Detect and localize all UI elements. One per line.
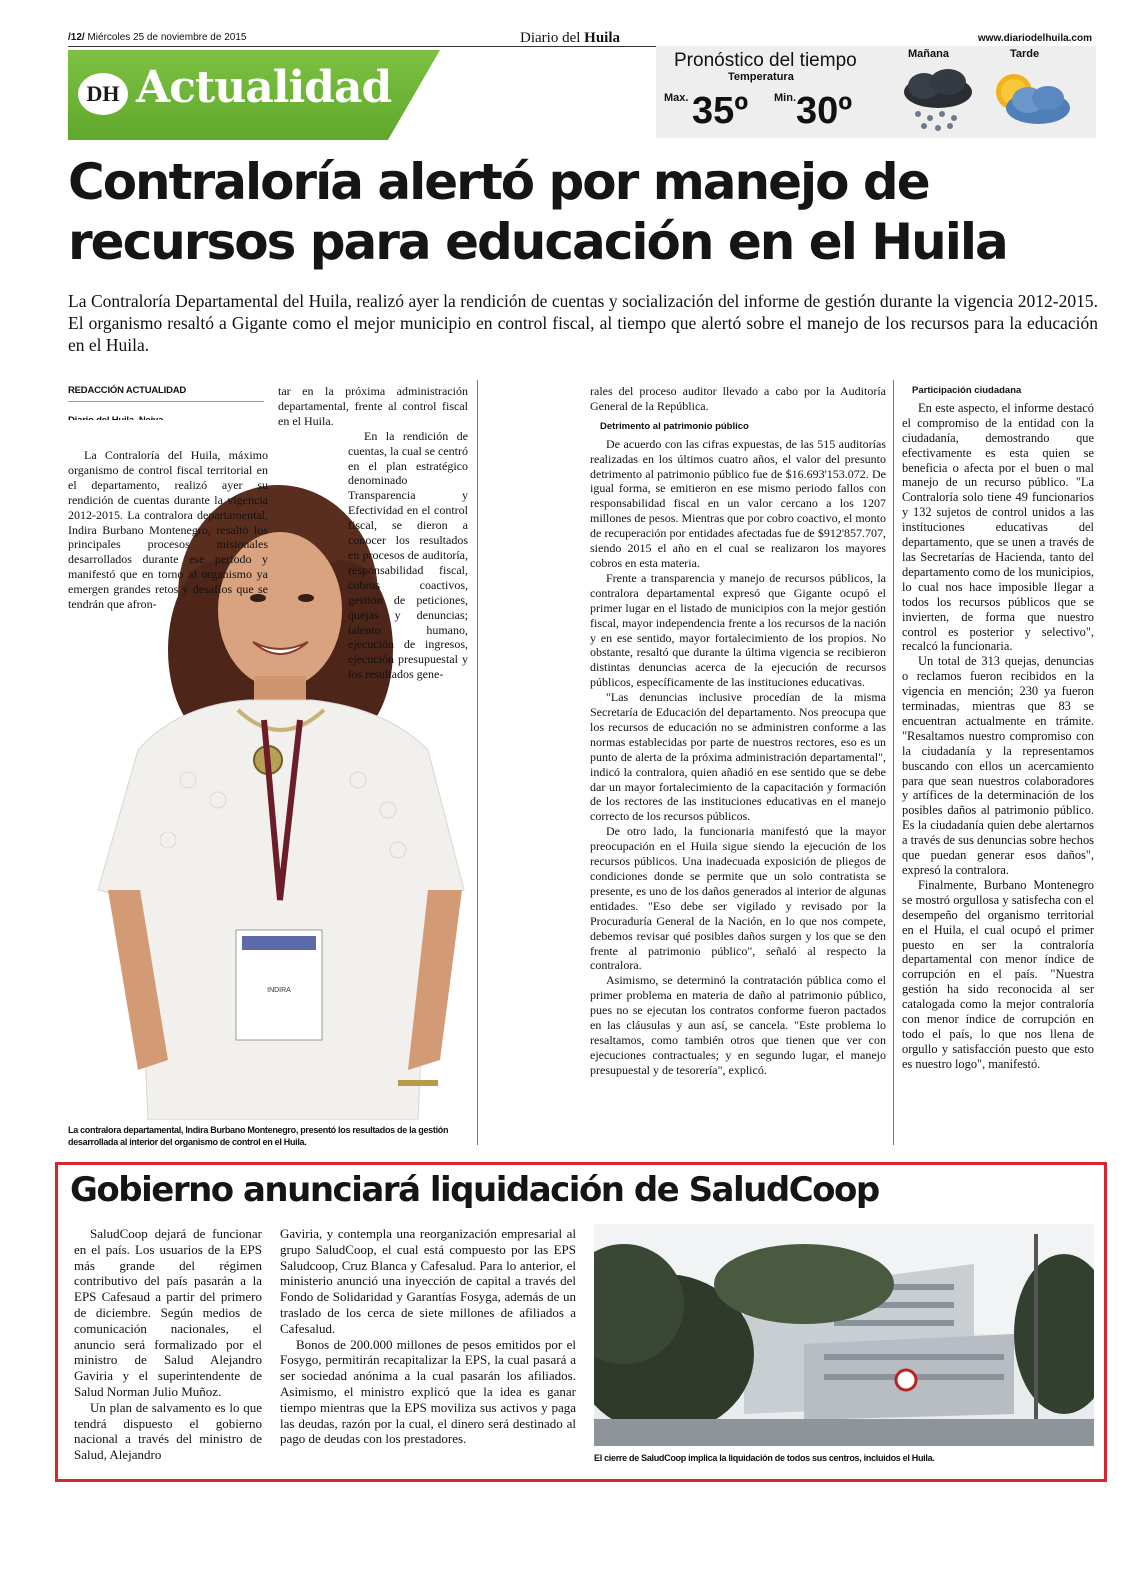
column-1-body: [68, 448, 268, 612]
col3-paragraph-2: De acuerdo con las cifras expuestas, de las 515 auditorías realizadas en los últimos cuatro años, el valor del presunto detrimento al patrimonio público fue de $16.693'153.072. De igual forma, se emitieron en ese mismo periodo fallos con responsabilidad fiscal en un valor cercano a los 1207 millones de pesos. Mientras que por cobro coactivo, el monto de recuperación por entidades afectadas fue de $912'857.707, siendo 2015 el año en el cual se realizaron los mayores cobros en esta materia.: [590, 436, 886, 570]
min-temp: 30º: [796, 90, 853, 132]
building-image: [594, 1224, 1094, 1446]
col3-paragraph-3: Frente a transparencia y manejo de recursos públicos, la contralora departamental expresó que Gigante ocupó el primer lugar en el listado de municipios con la mejor gestión fiscal, mayor independencia frente a los recursos de la nación y en ese sentido, mayor fortalecimiento de los propios. No obstante, resaltó que durante la última vigencia se recibieron distintas denuncias acerca de la ejecución de recursos públicos, específicamente de las instituciones educativas.: [590, 570, 886, 690]
weather-box: [656, 46, 1096, 138]
website-link[interactable]: www.diariodelhuila.com: [977, 33, 1092, 44]
subhead-detrimento: Detrimento al patrimonio público: [600, 420, 749, 432]
col4-paragraph-3: Finalmente, Burbano Montenegro se mostró orgullosa y satisfecha con el desempeño del organismo territorial en el Huila, el cual ocupó el primer puesto en ser la contraloría departamental con menor índice de corrupción en el país. "Nuestra gestión ha sido reconocida al ser catalogada como la mejor contraloría con menor índice de corrupción en todo el país, lo que nos llena de orgullo y satisfacción puesto que esto es nuestro logo", manifestó.: [902, 877, 1094, 1071]
col2-paragraph-2: En la rendición de cuentas, la cual se centró en el plan estratégico denominado Transparencia y Efectividad en el control fiscal, se dieron a conocer los resultados en procesos de auditoría, responsabilidad fiscal, cobros coactivos, gestión de peticiones, quejas y denuncias; talento humano, ejecución de ingresos, ejecución presupuestal y los resultados gene-: [348, 428, 468, 682]
saludcoop-column-2: [280, 1226, 576, 1447]
col3-paragraph-6: Asimismo, se determinó la contratación pública como el primer problema en materia de daño al patrimonio público, pues no se ejecutan los contratos conforme fueron pactados en las cláusulas y aun así, se cancela. "Este problema lo resaltamos, como también otros que tienen que ver con ejecuciones contractuales; y en segundo lugar, el manejo presupuestal y de tesorería", explicó.: [590, 973, 886, 1077]
dh-logo: DH: [78, 73, 128, 115]
byline: REDACCIÓN ACTUALIDAD: [68, 384, 264, 402]
subhead-participacion: Participación ciudadana: [912, 385, 1022, 396]
paper-name: Diario del Huila: [520, 30, 621, 46]
saludcoop-column-1: [74, 1226, 262, 1463]
article-lead: La Contraloría Departamental del Huila, realizó ayer la rendición de cuentas y socialización del informe de gestión durante la vigencia 2012-2015. El organismo resaltó a Gigante como el mejor municipio en control fiscal, al tiempo que alertó sobre el manejo de los recursos para la educación en el Huila.: [68, 291, 1098, 355]
saludcoop-paragraph-3: Gaviria, y contempla una reorganización empresarial al grupo SaludCoop, el cual está compuesto por las EPS Saludcoop, Cruz Blanca y Cafesalud. Para lo anterior, el ministerio anunció una inyección de capital a través del Fondo de Solidaridad y Garantías Fosyga, además de un traslado de los cerca de siete millones de afiliados a Cafesalud.: [280, 1226, 576, 1336]
col3-paragraph-1: rales del proceso auditor llevado a cabo por la Auditoría General de la República.: [590, 384, 886, 413]
saludcoop-paragraph-2: Un plan de salvamento es lo que tendrá dispuesto el gobierno nacional a través del ministro de Salud, Alejandro: [74, 1399, 262, 1463]
saludcoop-paragraph-4: Bonos de 200.000 millones de pesos emitidos por el Fosygo, permitirán recapitalizar la EPS, la cual pasará a ser sociedad anónima a la cual pasarán los afiliados. Asimismo, el ministro explicó que la idea es ganar tiempo mientras que la EPS moviliza sus activos y paga las deudas, razón por la cual, el dinero será destinado al pago de deudas con los prestadores.: [280, 1336, 576, 1447]
col1-paragraph: La Contraloría del Huila, máximo organismo de control fiscal territorial en el departamento, realizó ayer su rendición de cuentas durante la vigencia 2012-2015. La contralora departamental, Indira Burbano Montenegro, resaltó los principales procesos misionales desarrollados durante ese periodo y manifestó que en torno al organismo ya emergen grandes retos y desafíos que se tendrán que afron-: [68, 448, 268, 612]
badge-name: INDIRA: [267, 987, 291, 994]
col4-paragraph-2: Un total de 313 quejas, denuncias o reclamos fueron recibidos en la vigencia en mención; 230 ya fueron terminadas, mientras que 83 se encuentran actualmente en trámite. "Resaltamos nuestro compromiso con la ciudadanía y la representamos buscando con ellos un acercamiento para que sean nuestros colaboradores y artífices de la determinación de los posibles daños al patrimonio público. Es la ciudadanía quien debe alertarnos a través de sus denuncias sobre hechos que puedan generar esos daños", expresó la contralora.: [902, 654, 1094, 877]
saludcoop-paragraph-1: SaludCoop dejará de funcionar en el país. Los usuarios de la EPS más grande del régimen contributivo del país pasarán a la EPS Cafesaud a partir del primero de diciembre. Según medios de comunicación nacionales, el anuncio será formalizado por el ministro de Salud Alejandro Gaviria y el superintendente de Salud Norman Julio Muñoz.: [74, 1226, 262, 1399]
max-label: Max.: [664, 92, 689, 104]
weather-subtitle: Temperatura: [728, 71, 794, 83]
col3-paragraph-5: De otro lado, la funcionaria manifestó que la mayor preocupación en el Huila sigue siendo la ejecución de los recursos públicos. Una inadecuada exposición de pliegos de condiciones donde se permite que un solo contratista se presente, es uno de los daños generados al interior de algunas entidades. "Eso debe ser vigilado y revisado por la Procuraduría General de la Nación, en lo que nos compete, debemos revisar qué posibles daños surgen y los que se den frente al patrimonio público", señaló al respecto la contralora.: [590, 824, 886, 973]
afternoon-label: Tarde: [1010, 48, 1040, 60]
column-3: [590, 384, 886, 1078]
saludcoop-photo-caption: El cierre de SaludCoop implica la liquidación de todos sus centros, incluidos el Huila.: [594, 1453, 935, 1463]
column-2: [278, 384, 468, 682]
column-divider: [893, 380, 894, 1145]
page-date-line: /12/ Miércoles 25 de noviembre de 2015: [68, 32, 247, 43]
article-headline: Contraloría alertó por manejo de recursos para educación en el Huila: [68, 153, 1007, 271]
col4-paragraph-1: En este aspecto, el informe destacó el compromiso de la entidad con la ciudadanía, demostrando que efectivamente es esta quien se beneficia o afecta por el buen o mal manejo de un recurso público. "La Contraloría solo tiene 49 funcionarios y 132 sujetos de control unidos a las instituciones educativas del departamento, que se unen a través de las Secretarías de Hacienda, tanto del departamento como de los municipios, lo cual nos hace imposible llegar a todos los recursos públicos que se invierten, de forma que nuestro control es posterior y selectivo", recalcó la funcionaria.: [902, 400, 1094, 654]
rain-cloud-icon: [898, 68, 978, 132]
min-label: Min.: [774, 92, 796, 104]
weather-title: Pronóstico del tiempo: [674, 50, 857, 71]
photo-caption: La contralora departamental, Indira Burbano Montenegro, presentó los resultados de la gestión desarrollada al interior del organismo de control en el Huila.: [68, 1125, 449, 1147]
saludcoop-headline: Gobierno anunciará liquidación de SaludCoop: [70, 1170, 879, 1210]
col2-paragraph-1: tar en la próxima administración departamental, frente al control fiscal en el Huila.: [278, 384, 468, 428]
column-4: [902, 378, 1094, 1072]
page-number: 12: [70, 32, 82, 43]
sun-cloud-icon: [990, 68, 1074, 132]
section-title: Actualidad: [136, 62, 392, 113]
max-temp: 35º: [692, 90, 749, 132]
column-divider: [477, 380, 478, 1145]
col3-paragraph-4: "Las denuncias inclusive procedían de la misma Secretaría de Educación del departamento. Nos preocupa que los recursos de educación no se administren conforme a las normas establecidas por parte de nuestros rectores, eso es un punto de alerta de la próxima administración departamental", indicó la contralora, quien añadió en ese sentido que se debe dar un mayor fortalecimiento de la capacitación y formación de los rectores de las instituciones educativas en el manejo correcto de los recursos públicos.: [590, 690, 886, 824]
issue-date: Miércoles 25 de noviembre de 2015: [87, 32, 247, 43]
tomorrow-label: Mañana: [908, 48, 949, 60]
saludcoop-building-photo: [594, 1224, 1094, 1446]
page-header: [68, 30, 1092, 46]
